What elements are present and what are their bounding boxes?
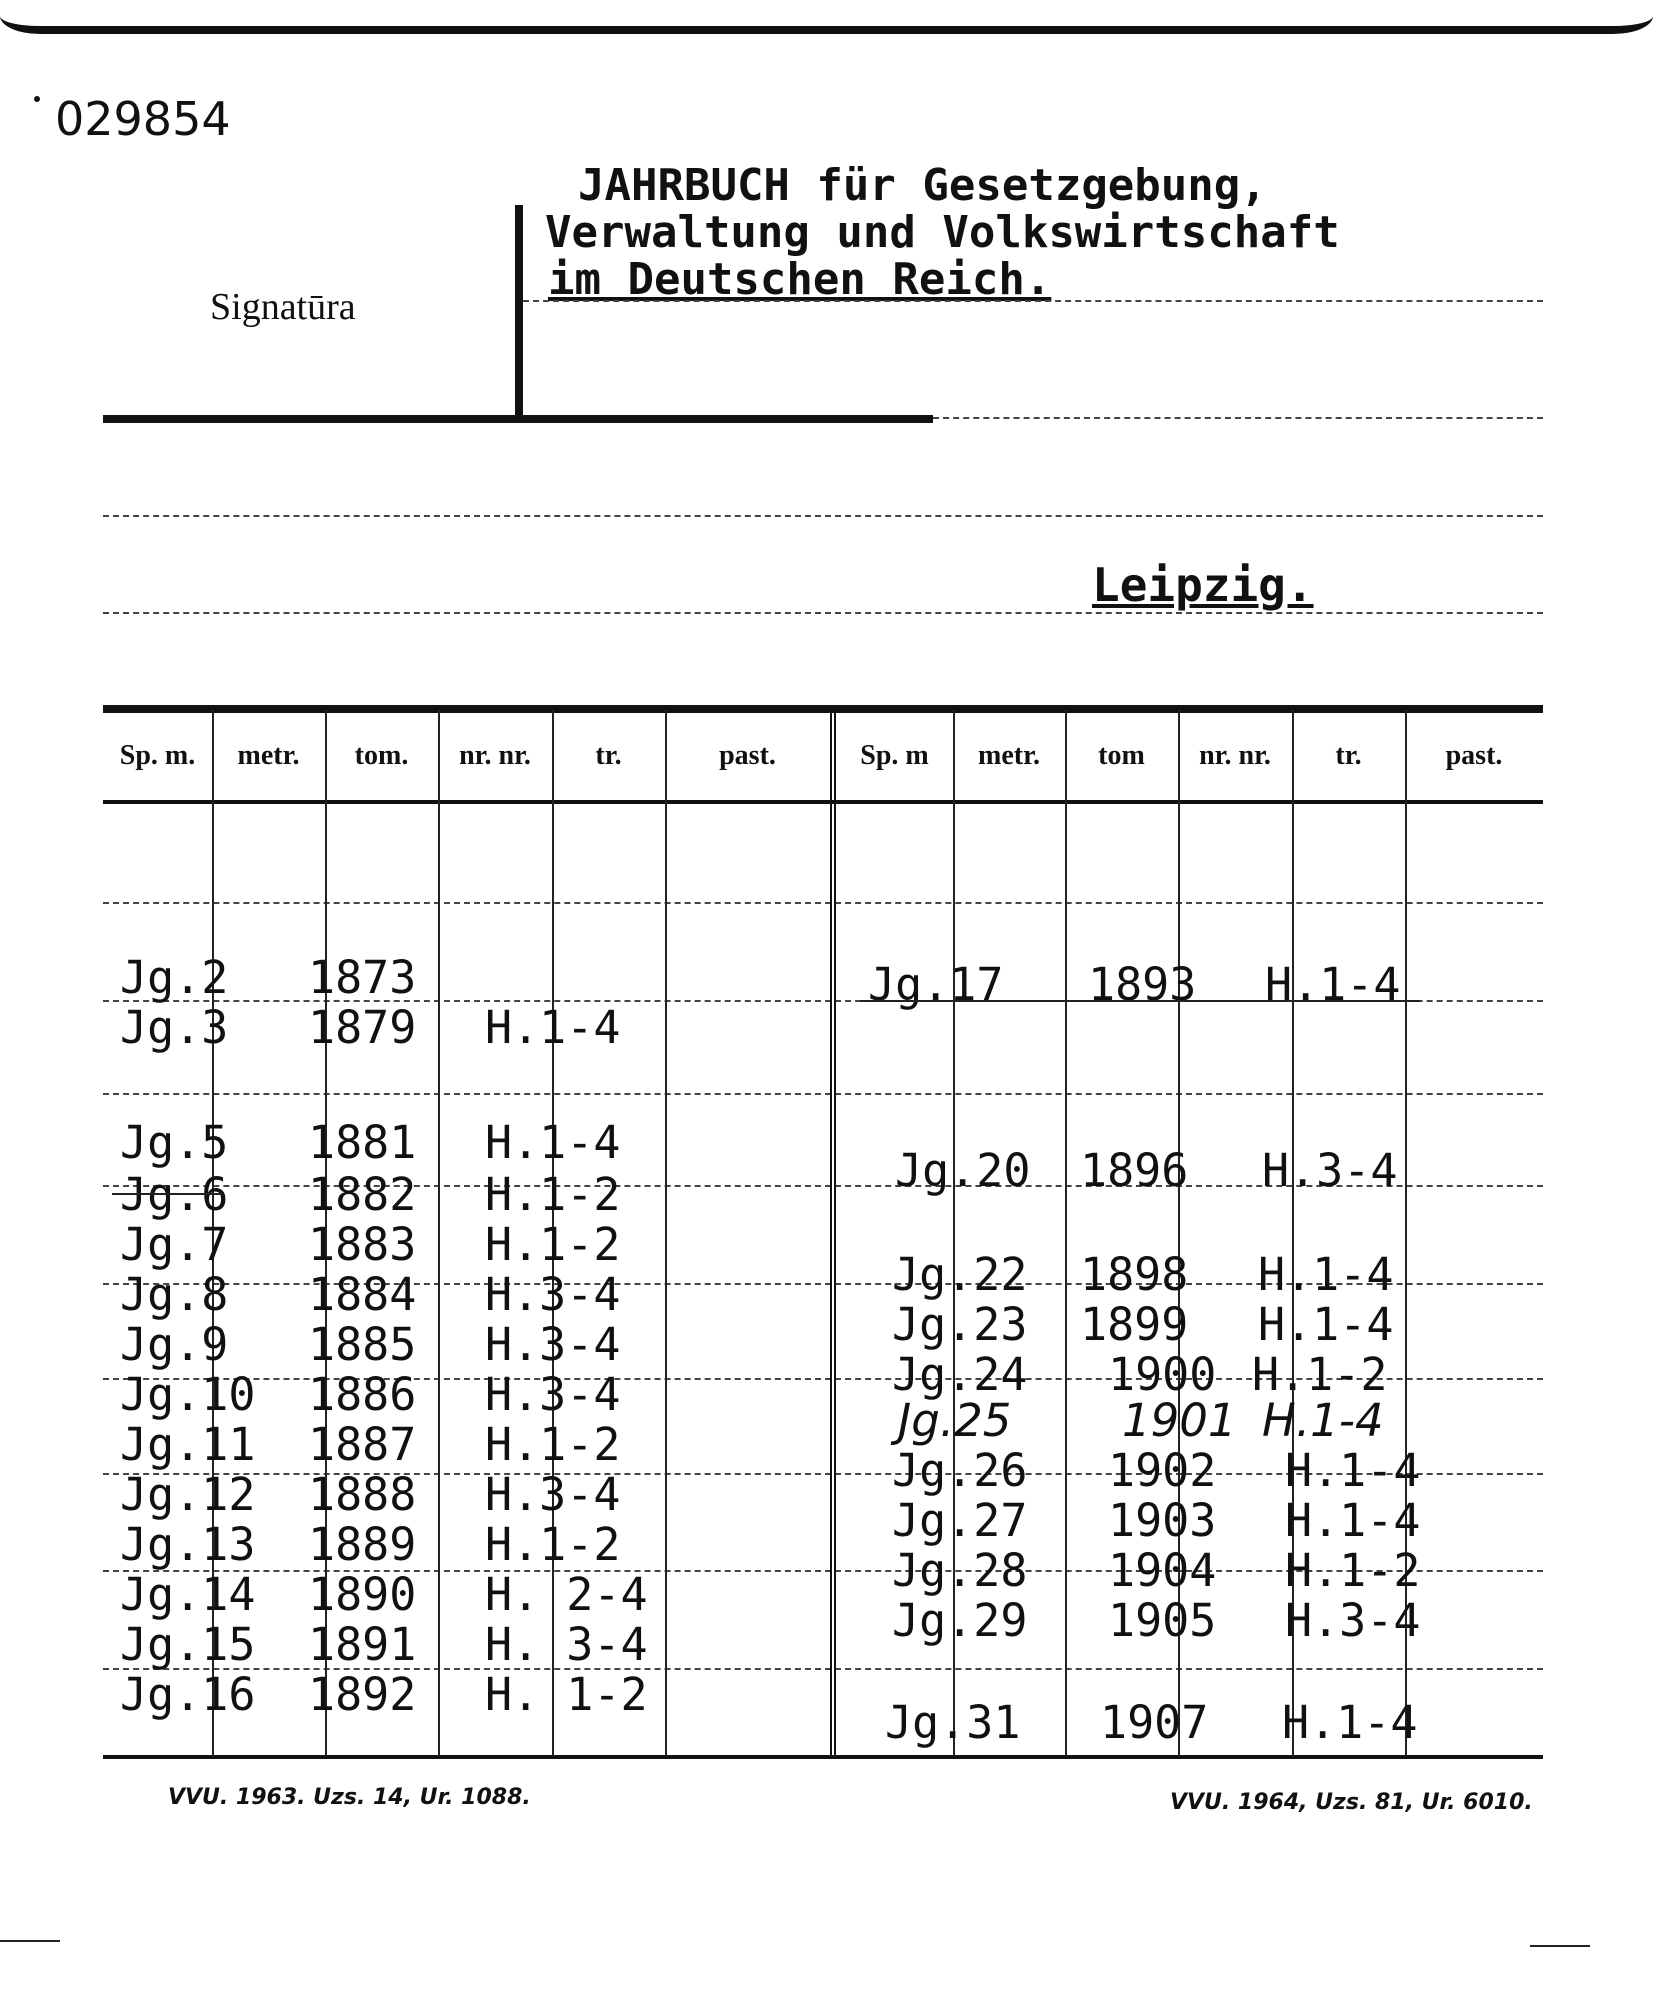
signature-label: Signatūra (210, 286, 356, 328)
volume-year: 1884 (308, 1268, 417, 1321)
col-header-tom: tom (1098, 740, 1145, 771)
volume-issues: H.1-2 (1285, 1544, 1421, 1597)
volume-year: 1886 (308, 1368, 417, 1421)
volume-issues: H.3-4 (1285, 1594, 1421, 1647)
volume-issues: H.3-4 (485, 1468, 621, 1521)
volume-year: 1902 (1108, 1444, 1217, 1497)
volume-label: Jg.23 (892, 1298, 1028, 1351)
volume-label: Jg.7 (120, 1218, 229, 1271)
volume-label: Jg.2 (120, 951, 229, 1004)
volume-label: Jg.11 (120, 1418, 256, 1471)
col-header-sp-m: Sp. m. (119, 740, 196, 771)
handwritten-note-left: VVU. 1963. Uzs. 14, Ur. 1088. (168, 1785, 531, 1810)
volume-label: Jg.29 (892, 1594, 1028, 1647)
volume-issues: H.1-4 (1262, 1394, 1384, 1447)
rule (103, 515, 1543, 517)
row-rule (103, 902, 1543, 904)
volume-label: Jg.8 (120, 1268, 229, 1321)
volume-year: 1904 (1108, 1544, 1217, 1597)
volume-issues: H.3-4 (1262, 1144, 1398, 1197)
volume-issues: H. 3-4 (485, 1618, 648, 1671)
volume-issues: H.1-4 (1258, 1248, 1394, 1301)
volume-issues: H.1-2 (485, 1168, 621, 1221)
volume-label: Jg.24 (892, 1348, 1028, 1401)
volume-label: Jg.6 (120, 1168, 229, 1221)
table-header-rule (103, 800, 1543, 804)
handwritten-note-right: VVU. 1964, Uzs. 81, Ur. 6010. (1170, 1790, 1533, 1815)
volume-label: Jg.13 (120, 1518, 256, 1571)
volume-label: Jg.27 (892, 1494, 1028, 1547)
signature-divider (515, 205, 523, 415)
volume-year: 1889 (308, 1518, 417, 1571)
volume-issues: H.1-2 (485, 1218, 621, 1271)
col-header-nr-nr: nr. nr. (459, 740, 531, 771)
col-line (665, 710, 667, 1755)
volume-year: 1905 (1108, 1594, 1217, 1647)
col-line (438, 710, 440, 1755)
table-bottom-rule (103, 1755, 1543, 1759)
place-of-publication: Leipzig. (1092, 558, 1314, 612)
strike-mark (112, 1193, 222, 1195)
title-line-3: im Deutschen Reich. (548, 254, 1052, 305)
volume-issues: H.1-4 (485, 1116, 621, 1169)
col-header-metr: metr. (237, 740, 300, 771)
title-line-1: JAHRBUCH für Gesetzgebung, (578, 160, 1267, 211)
volume-year: 1907 (1100, 1696, 1209, 1749)
rule (103, 612, 1543, 614)
speck (34, 96, 40, 102)
rule (523, 300, 1543, 302)
volume-issues: H.1-4 (1265, 958, 1401, 1011)
volume-issues: H.3-4 (485, 1268, 621, 1321)
col-line (1065, 710, 1067, 1755)
col-header-metr: metr. (978, 740, 1040, 771)
volume-label: Jg.25 (898, 1394, 1012, 1447)
volume-label: Jg.16 (120, 1668, 256, 1721)
volume-label: Jg.15 (120, 1618, 256, 1671)
volume-year: 1900 (1108, 1348, 1217, 1401)
volume-label: Jg.31 (885, 1696, 1021, 1749)
volume-issues: H.3-4 (485, 1318, 621, 1371)
volume-year: 1893 (1088, 958, 1197, 1011)
volume-year: 1887 (308, 1418, 417, 1471)
volume-year: 1888 (308, 1468, 417, 1521)
volume-label: Jg.14 (120, 1568, 256, 1621)
volume-year: 1873 (308, 951, 417, 1004)
rule (933, 417, 1543, 419)
volume-year: 1903 (1108, 1494, 1217, 1547)
volume-year: 1899 (1080, 1298, 1189, 1351)
volume-year: 1896 (1080, 1144, 1189, 1197)
volume-label: Jg.3 (120, 1001, 229, 1054)
table-top-rule (103, 705, 1543, 713)
volume-label: Jg.22 (892, 1248, 1028, 1301)
edge-mark (1530, 1945, 1590, 1947)
volume-year: 1881 (308, 1116, 417, 1169)
title-line-2: Verwaltung und Volkswirtschaft (545, 207, 1340, 258)
col-header-tr: tr. (595, 740, 622, 771)
volume-issues: H.1-4 (485, 1001, 621, 1054)
volume-label: Jg.26 (892, 1444, 1028, 1497)
volume-year: 1885 (308, 1318, 417, 1371)
strike-mark (860, 1000, 1420, 1002)
volume-year: 1898 (1080, 1248, 1189, 1301)
volume-label: Jg.28 (892, 1544, 1028, 1597)
center-divider (830, 710, 836, 1755)
volume-year: 1883 (308, 1218, 417, 1271)
col-header-sp-m: Sp. m (860, 740, 929, 771)
card-top-edge (0, 0, 1653, 34)
volume-issues: H.1-2 (485, 1418, 621, 1471)
catalog-number: 029854 (55, 92, 231, 146)
volume-label: Jg.5 (120, 1116, 229, 1169)
volume-issues: H. 1-2 (485, 1668, 648, 1721)
volume-year: 1879 (308, 1001, 417, 1054)
volume-issues: H.1-4 (1285, 1444, 1421, 1497)
rule-thick (103, 415, 933, 423)
volume-issues: H.1-4 (1282, 1696, 1418, 1749)
col-header-past: past. (1445, 740, 1503, 771)
volume-year: 1892 (308, 1668, 417, 1721)
col-header-nr-nr: nr. nr. (1199, 740, 1271, 771)
volume-label: Jg.12 (120, 1468, 256, 1521)
col-header-tom: tom. (354, 740, 409, 771)
volume-label: Jg.20 (895, 1144, 1031, 1197)
volume-issues: H.1-2 (485, 1518, 621, 1571)
volume-year: 1890 (308, 1568, 417, 1621)
volume-year: 1901 (1122, 1394, 1237, 1447)
volume-issues: H.1-2 (1252, 1348, 1388, 1401)
volume-label: Jg.17 (868, 958, 1004, 1011)
edge-mark (0, 1940, 60, 1942)
volume-year: 1882 (308, 1168, 417, 1221)
volume-issues: H. 2-4 (485, 1568, 648, 1621)
volume-label: Jg.9 (120, 1318, 229, 1371)
volume-issues: H.1-4 (1285, 1494, 1421, 1547)
col-header-past: past. (719, 740, 776, 771)
col-header-tr: tr. (1335, 740, 1362, 771)
volume-issues: H.1-4 (1258, 1298, 1394, 1351)
row-rule (103, 1093, 1543, 1095)
volume-year: 1891 (308, 1618, 417, 1671)
volume-issues: H.3-4 (485, 1368, 621, 1421)
volume-label: Jg.10 (120, 1368, 256, 1421)
